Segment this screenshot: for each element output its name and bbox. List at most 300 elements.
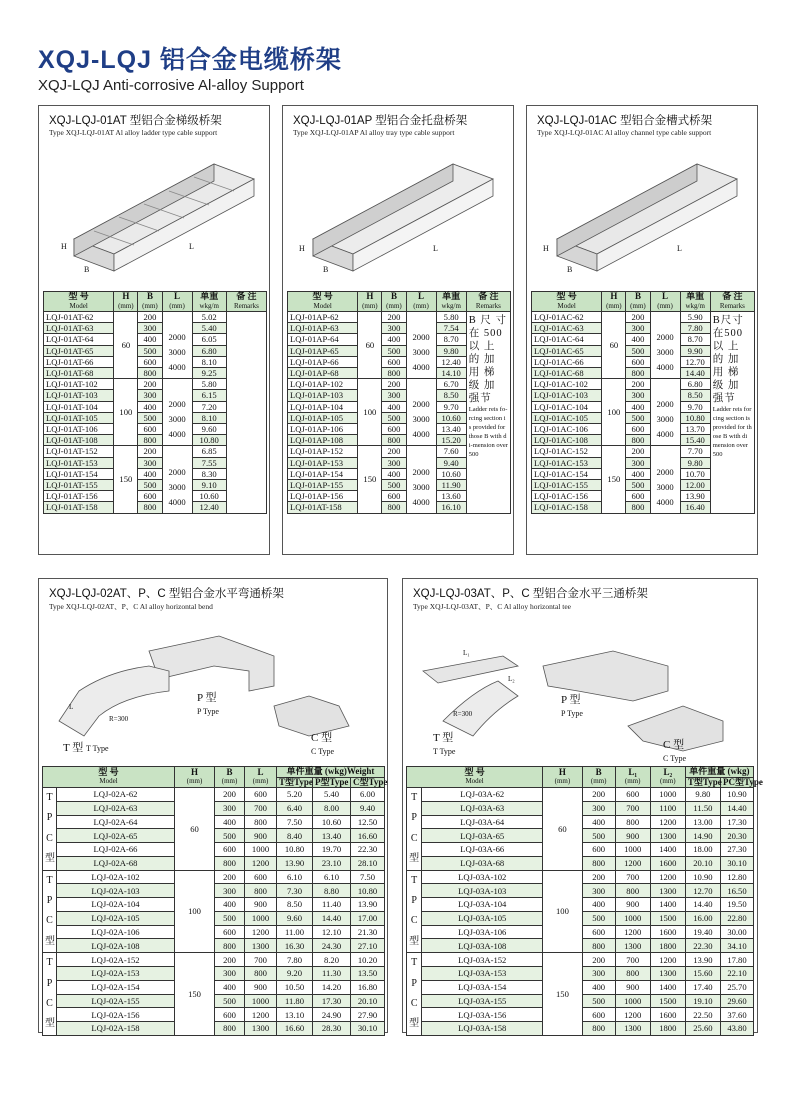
l-cell: 700 bbox=[245, 953, 277, 967]
b-cell: 500 bbox=[582, 994, 615, 1008]
t-weight-cell: 11.80 bbox=[277, 994, 313, 1008]
header-en: Model bbox=[99, 777, 118, 785]
b-cell: 300 bbox=[215, 884, 245, 898]
b-cell: 600 bbox=[138, 491, 162, 502]
l1-cell: 900 bbox=[615, 829, 650, 843]
t-weight-cell: 12.70 bbox=[685, 884, 720, 898]
h-cell: 60 bbox=[358, 312, 382, 379]
model-cell: LQJ-01AC-158 bbox=[532, 502, 602, 513]
header-en: wkg/m bbox=[685, 301, 705, 310]
t-weight-cell: 5.20 bbox=[277, 788, 313, 802]
b-cell: 500 bbox=[138, 480, 162, 491]
column-header: L₁ (mm) bbox=[615, 767, 650, 788]
model-cell: LQJ-01AC-104 bbox=[532, 401, 602, 412]
model-cell: LQJ-03A-105 bbox=[422, 911, 543, 925]
b-cell: 400 bbox=[582, 815, 615, 829]
svg-text:B: B bbox=[323, 265, 329, 274]
panel-title: XQJ-LQJ-01AP 型铝合金托盘桥架 bbox=[293, 115, 468, 127]
model-cell: LQJ-02A-156 bbox=[57, 1008, 175, 1022]
model-cell: LQJ-01AT-106 bbox=[44, 424, 114, 435]
svg-text:R=300: R=300 bbox=[453, 710, 473, 718]
p-weight-cell: 19.70 bbox=[313, 843, 351, 857]
model-cell: LQJ-02A-105 bbox=[57, 911, 175, 925]
l2-cell: 1400 bbox=[650, 980, 685, 994]
model-cell: LQJ-03A-62 bbox=[422, 788, 543, 802]
l1-cell: 900 bbox=[615, 980, 650, 994]
l-cell: 2000 3000 4000 bbox=[406, 446, 436, 513]
model-cell: LQJ-01AP-103 bbox=[288, 390, 358, 401]
l-cell: 1000 bbox=[245, 911, 277, 925]
column-header: 备 注 Remarks bbox=[710, 292, 754, 312]
c-weight-cell: 21.30 bbox=[351, 925, 385, 939]
model-cell: LQJ-02A-63 bbox=[57, 801, 175, 815]
b-cell: 500 bbox=[582, 829, 615, 843]
b-cell: 800 bbox=[138, 368, 162, 379]
model-cell: LQJ-02A-152 bbox=[57, 953, 175, 967]
table-row bbox=[407, 870, 754, 884]
p-weight-cell: 11.30 bbox=[313, 967, 351, 981]
l-cell: 2000 3000 4000 bbox=[162, 379, 192, 446]
p-weight-cell: 24.30 bbox=[313, 939, 351, 953]
label-en: C Type bbox=[311, 747, 335, 756]
b-cell: 500 bbox=[626, 345, 650, 356]
model-cell: LQJ-01AT-108 bbox=[44, 435, 114, 446]
svg-text:H: H bbox=[299, 244, 305, 253]
header-en: (mm) bbox=[186, 777, 203, 785]
b-cell: 800 bbox=[626, 368, 650, 379]
column-header: H (mm) bbox=[602, 292, 626, 312]
weight-cell: 6.80 bbox=[192, 345, 226, 356]
h-cell: 150 bbox=[543, 953, 583, 1036]
b-cell: 800 bbox=[626, 502, 650, 513]
t-weight-cell: 9.60 bbox=[277, 911, 313, 925]
panel-title: XQJ-LQJ-01AC 型铝合金槽式桥架 bbox=[537, 115, 713, 127]
svg-text:L: L bbox=[677, 244, 682, 253]
b-cell: 800 bbox=[382, 368, 406, 379]
l2-cell: 1200 bbox=[650, 953, 685, 967]
l-cell: 600 bbox=[245, 870, 277, 884]
p-weight-cell: 12.10 bbox=[313, 925, 351, 939]
column-header: 单重 wkg/m bbox=[192, 292, 226, 312]
model-cell: LQJ-01AT-105 bbox=[44, 412, 114, 423]
svg-text:H: H bbox=[61, 242, 67, 251]
model-cell: LQJ-02A-62 bbox=[57, 788, 175, 802]
p-weight-cell: 13.40 bbox=[313, 829, 351, 843]
b-cell: 600 bbox=[215, 1008, 245, 1022]
type-cell: T P C 型 bbox=[407, 788, 422, 871]
model-cell: LQJ-01AC-66 bbox=[532, 356, 602, 367]
panel-subtitle: Type XQJ-LQJ-01AP Al alloy tray type cable support bbox=[293, 128, 455, 137]
b-cell: 500 bbox=[138, 412, 162, 423]
spec-table-01ap bbox=[287, 291, 511, 514]
l-cell: 2000 3000 4000 bbox=[650, 446, 680, 513]
model-cell: LQJ-03A-152 bbox=[422, 953, 543, 967]
pc-weight-cell: 30.10 bbox=[720, 856, 753, 870]
h-cell: 150 bbox=[114, 446, 138, 513]
type-cell: T P C 型 bbox=[43, 870, 57, 953]
weight-cell: 6.85 bbox=[192, 446, 226, 457]
pc-weight-cell: 22.80 bbox=[720, 911, 753, 925]
p-weight-cell: 10.60 bbox=[313, 815, 351, 829]
weight-cell: 8.30 bbox=[192, 468, 226, 479]
svg-text:L: L bbox=[69, 703, 74, 711]
svg-text:L: L bbox=[433, 244, 438, 253]
l2-cell: 1300 bbox=[650, 967, 685, 981]
l-cell: 1200 bbox=[245, 856, 277, 870]
b-cell: 400 bbox=[138, 401, 162, 412]
weight-cell: 6.15 bbox=[192, 390, 226, 401]
svg-text:H: H bbox=[543, 244, 549, 253]
b-cell: 200 bbox=[626, 379, 650, 390]
b-cell: 600 bbox=[138, 356, 162, 367]
b-cell: 600 bbox=[626, 424, 650, 435]
weight-cell: 13.70 bbox=[680, 424, 710, 435]
l2-cell: 1600 bbox=[650, 925, 685, 939]
type-cell: T P C 型 bbox=[43, 953, 57, 1036]
panel-03a-horizontal-tee bbox=[402, 578, 763, 1034]
h-cell: 100 bbox=[543, 870, 583, 953]
model-cell: LQJ-01AP-154 bbox=[288, 468, 358, 479]
b-cell: 400 bbox=[138, 334, 162, 345]
p-type-label bbox=[197, 689, 219, 717]
pc-weight-cell: 19.50 bbox=[720, 898, 753, 912]
weight-cell: 6.70 bbox=[436, 379, 466, 390]
label-cn: T 型 bbox=[433, 732, 454, 744]
table-row bbox=[288, 312, 511, 323]
t-weight-cell: 13.90 bbox=[277, 856, 313, 870]
header-en: (mm) bbox=[590, 777, 607, 785]
remark-cn: B 尺 寸 在 500 以 上 的 加 用 梯 级 加 强节 bbox=[468, 315, 508, 404]
column-header: B (mm) bbox=[215, 767, 245, 788]
l1-cell: 1000 bbox=[615, 994, 650, 1008]
column-header: C型Type bbox=[351, 777, 385, 788]
b-cell: 400 bbox=[215, 980, 245, 994]
l1-cell: 800 bbox=[615, 884, 650, 898]
l-cell: 1200 bbox=[245, 925, 277, 939]
l-cell: 2000 3000 4000 bbox=[406, 379, 436, 446]
pc-weight-cell: 34.10 bbox=[720, 939, 753, 953]
l1-cell: 1300 bbox=[615, 1022, 650, 1036]
c-weight-cell: 22.30 bbox=[351, 843, 385, 857]
column-header: 型 号 Model bbox=[288, 292, 358, 312]
t-weight-cell: 7.80 bbox=[277, 953, 313, 967]
h-cell: 100 bbox=[358, 379, 382, 446]
page-subtitle: XQJ-LQJ Anti-corrosive Al-alloy Support bbox=[38, 77, 304, 94]
l1-cell: 1200 bbox=[615, 925, 650, 939]
weight-cell: 9.80 bbox=[680, 457, 710, 468]
label-en: C Type bbox=[663, 754, 687, 763]
model-cell: LQJ-01AC-65 bbox=[532, 345, 602, 356]
model-cell: LQJ-02A-155 bbox=[57, 994, 175, 1008]
header-en: wkg/m bbox=[441, 301, 461, 310]
header-en: Remarks bbox=[719, 301, 745, 310]
model-cell: LQJ-01AP-62 bbox=[288, 312, 358, 323]
model-cell: LQJ-01AP-64 bbox=[288, 334, 358, 345]
page-title: XQJ-LQJ 铝合金电缆桥架 bbox=[38, 46, 342, 74]
c-weight-cell: 12.50 bbox=[351, 815, 385, 829]
remarks-cell bbox=[226, 312, 266, 514]
weight-group-header: 单件重量 (wkg) bbox=[685, 767, 753, 778]
column-header: L₂ (mm) bbox=[650, 767, 685, 788]
p-weight-cell: 14.20 bbox=[313, 980, 351, 994]
model-cell: LQJ-01AP-63 bbox=[288, 323, 358, 334]
model-cell: LQJ-01AP-155 bbox=[288, 480, 358, 491]
panel-subtitle: Type XQJ-LQJ-01AT Al alloy ladder type cable support bbox=[49, 128, 218, 137]
model-cell: LQJ-03A-156 bbox=[422, 1008, 543, 1022]
b-cell: 300 bbox=[138, 323, 162, 334]
t-weight-cell: 13.10 bbox=[277, 1008, 313, 1022]
panel-02a-horizontal-bend bbox=[38, 578, 388, 1033]
pc-weight-cell: 16.50 bbox=[720, 884, 753, 898]
table-header-row bbox=[532, 292, 755, 312]
l2-cell: 1400 bbox=[650, 843, 685, 857]
c-weight-cell: 7.50 bbox=[351, 870, 385, 884]
l-cell: 800 bbox=[245, 884, 277, 898]
table-row bbox=[44, 312, 267, 323]
c-weight-cell: 30.10 bbox=[351, 1022, 385, 1036]
b-cell: 200 bbox=[582, 953, 615, 967]
header-en: Model bbox=[69, 301, 88, 310]
c-weight-cell: 10.80 bbox=[351, 884, 385, 898]
header-en: (mm) bbox=[606, 301, 622, 310]
model-cell: LQJ-01AT-158 bbox=[44, 502, 114, 513]
column-header: P型Type bbox=[313, 777, 351, 788]
h-cell: 100 bbox=[175, 870, 215, 953]
column-header: H (mm) bbox=[358, 292, 382, 312]
tray-drawing bbox=[283, 139, 513, 284]
b-cell: 200 bbox=[626, 312, 650, 323]
l1-cell: 1200 bbox=[615, 1008, 650, 1022]
b-cell: 200 bbox=[215, 870, 245, 884]
model-cell: LQJ-01AC-154 bbox=[532, 468, 602, 479]
b-cell: 300 bbox=[215, 967, 245, 981]
l-cell: 800 bbox=[245, 815, 277, 829]
weight-cell: 5.80 bbox=[436, 312, 466, 323]
panel-title: XQJ-LQJ-01AT 型铝合金梯级桥架 bbox=[49, 115, 222, 127]
b-cell: 200 bbox=[382, 379, 406, 390]
p-type-label bbox=[561, 691, 583, 719]
t-weight-cell: 16.60 bbox=[277, 1022, 313, 1036]
l1-cell: 700 bbox=[615, 801, 650, 815]
l-cell: 600 bbox=[245, 788, 277, 802]
l-cell: 2000 3000 4000 bbox=[650, 379, 680, 446]
model-cell: LQJ-03A-106 bbox=[422, 925, 543, 939]
weight-cell: 14.10 bbox=[436, 368, 466, 379]
b-cell: 800 bbox=[582, 856, 615, 870]
svg-text:B: B bbox=[567, 265, 573, 274]
weight-cell: 6.05 bbox=[192, 334, 226, 345]
h-cell: 60 bbox=[114, 312, 138, 379]
model-cell: LQJ-01AT-158 bbox=[288, 502, 358, 513]
l-cell: 1000 bbox=[245, 994, 277, 1008]
remark-en: Ladder reis forcing section is provided for those B with dimension over 500 bbox=[712, 406, 752, 458]
header-en: (mm) bbox=[252, 777, 269, 785]
model-cell: LQJ-01AC-108 bbox=[532, 435, 602, 446]
column-header: 型 号 Model bbox=[43, 767, 175, 788]
t-weight-cell: 18.00 bbox=[685, 843, 720, 857]
model-cell: LQJ-01AP-156 bbox=[288, 491, 358, 502]
column-header: 单重 wkg/m bbox=[436, 292, 466, 312]
model-cell: LQJ-01AC-153 bbox=[532, 457, 602, 468]
h-cell: 60 bbox=[175, 788, 215, 871]
b-cell: 800 bbox=[215, 939, 245, 953]
model-cell: LQJ-01AC-102 bbox=[532, 379, 602, 390]
pc-weight-cell: 25.70 bbox=[720, 980, 753, 994]
tee-drawings bbox=[403, 611, 753, 761]
weight-cell: 14.40 bbox=[680, 368, 710, 379]
model-cell: LQJ-01AP-105 bbox=[288, 412, 358, 423]
weight-cell: 10.60 bbox=[192, 491, 226, 502]
t-weight-cell: 19.10 bbox=[685, 994, 720, 1008]
weight-cell: 10.80 bbox=[680, 412, 710, 423]
weight-cell: 10.70 bbox=[680, 468, 710, 479]
pc-weight-cell: 37.60 bbox=[720, 1008, 753, 1022]
weight-cell: 16.40 bbox=[680, 502, 710, 513]
b-cell: 400 bbox=[382, 468, 406, 479]
b-cell: 400 bbox=[582, 898, 615, 912]
model-cell: LQJ-01AC-106 bbox=[532, 424, 602, 435]
weight-cell: 12.70 bbox=[680, 356, 710, 367]
c-weight-cell: 10.20 bbox=[351, 953, 385, 967]
b-cell: 500 bbox=[138, 345, 162, 356]
c-weight-cell: 16.80 bbox=[351, 980, 385, 994]
h-cell: 60 bbox=[602, 312, 626, 379]
weight-cell: 8.50 bbox=[680, 390, 710, 401]
column-header: 单重 wkg/m bbox=[680, 292, 710, 312]
b-cell: 800 bbox=[138, 502, 162, 513]
l2-cell: 1600 bbox=[650, 856, 685, 870]
weight-cell: 7.80 bbox=[680, 323, 710, 334]
b-cell: 600 bbox=[626, 491, 650, 502]
model-cell: LQJ-03A-153 bbox=[422, 967, 543, 981]
pc-weight-cell: 27.30 bbox=[720, 843, 753, 857]
p-weight-cell: 8.20 bbox=[313, 953, 351, 967]
t-weight-cell: 7.50 bbox=[277, 815, 313, 829]
weight-cell: 9.70 bbox=[436, 401, 466, 412]
weight-cell: 5.02 bbox=[192, 312, 226, 323]
model-cell: LQJ-01AT-156 bbox=[44, 491, 114, 502]
model-cell: LQJ-01AC-63 bbox=[532, 323, 602, 334]
column-header: B (mm) bbox=[138, 292, 162, 312]
model-cell: LQJ-01AC-64 bbox=[532, 334, 602, 345]
panel-title: XQJ-LQJ-03AT、P、C 型铝合金水平三通桥架 bbox=[413, 588, 648, 600]
model-cell: LQJ-01AC-103 bbox=[532, 390, 602, 401]
h-cell: 150 bbox=[602, 446, 626, 513]
b-cell: 600 bbox=[582, 843, 615, 857]
page-header bbox=[38, 40, 342, 94]
c-weight-cell: 27.10 bbox=[351, 939, 385, 953]
b-cell: 800 bbox=[215, 856, 245, 870]
header-en: (mm) bbox=[169, 301, 185, 310]
weight-cell: 5.80 bbox=[192, 379, 226, 390]
pc-weight-cell: 20.30 bbox=[720, 829, 753, 843]
model-cell: LQJ-01AC-62 bbox=[532, 312, 602, 323]
column-header: 型 号 Model bbox=[532, 292, 602, 312]
b-cell: 600 bbox=[215, 843, 245, 857]
svg-text:L₁: L₁ bbox=[463, 649, 470, 657]
pc-weight-cell: 10.90 bbox=[720, 788, 753, 802]
header-en: (mm) bbox=[624, 777, 641, 785]
label-cn: T 型 bbox=[63, 742, 84, 754]
l2-cell: 1400 bbox=[650, 898, 685, 912]
model-cell: LQJ-01AC-68 bbox=[532, 368, 602, 379]
h-cell: 150 bbox=[175, 953, 215, 1036]
header-en: Model bbox=[557, 301, 576, 310]
weight-cell: 7.70 bbox=[680, 446, 710, 457]
model-cell: LQJ-01AT-155 bbox=[44, 480, 114, 491]
column-header: H (mm) bbox=[114, 292, 138, 312]
model-cell: LQJ-02A-102 bbox=[57, 870, 175, 884]
l-cell: 1300 bbox=[245, 939, 277, 953]
header-en: wkg/m bbox=[199, 301, 219, 310]
model-cell: LQJ-03A-63 bbox=[422, 801, 543, 815]
panel-01at-ladder bbox=[38, 105, 270, 555]
l2-cell: 1300 bbox=[650, 884, 685, 898]
model-cell: LQJ-03A-154 bbox=[422, 980, 543, 994]
model-cell: LQJ-01AC-156 bbox=[532, 491, 602, 502]
b-cell: 300 bbox=[215, 801, 245, 815]
weight-cell: 9.90 bbox=[680, 345, 710, 356]
model-cell: LQJ-02A-103 bbox=[57, 884, 175, 898]
b-cell: 600 bbox=[382, 491, 406, 502]
h-cell: 60 bbox=[543, 788, 583, 871]
b-cell: 800 bbox=[382, 502, 406, 513]
model-cell: LQJ-01AT-68 bbox=[44, 368, 114, 379]
l1-cell: 700 bbox=[615, 953, 650, 967]
model-cell: LQJ-02A-104 bbox=[57, 898, 175, 912]
b-cell: 600 bbox=[138, 424, 162, 435]
l-cell: 800 bbox=[245, 967, 277, 981]
b-cell: 300 bbox=[626, 323, 650, 334]
model-cell: LQJ-01AT-64 bbox=[44, 334, 114, 345]
model-cell: LQJ-01AT-104 bbox=[44, 401, 114, 412]
l-cell: 700 bbox=[245, 801, 277, 815]
header-en: (mm) bbox=[118, 301, 134, 310]
b-cell: 600 bbox=[582, 925, 615, 939]
l2-cell: 1500 bbox=[650, 911, 685, 925]
weight-cell: 12.40 bbox=[192, 502, 226, 513]
table-header-row bbox=[407, 767, 754, 778]
weight-group-header: 单件重量 (wkg)Weight bbox=[277, 767, 385, 778]
model-cell: LQJ-02A-108 bbox=[57, 939, 175, 953]
model-cell: LQJ-01AC-105 bbox=[532, 412, 602, 423]
model-cell: LQJ-01AT-153 bbox=[44, 457, 114, 468]
b-cell: 500 bbox=[582, 911, 615, 925]
pc-weight-cell: 17.30 bbox=[720, 815, 753, 829]
column-header: 型 号 Model bbox=[407, 767, 543, 788]
t-weight-cell: 13.00 bbox=[685, 815, 720, 829]
l-cell: 2000 3000 4000 bbox=[650, 312, 680, 379]
l2-cell: 1000 bbox=[650, 788, 685, 802]
p-weight-cell: 14.40 bbox=[313, 911, 351, 925]
header-en: (mm) bbox=[554, 777, 571, 785]
t-weight-cell: 7.30 bbox=[277, 884, 313, 898]
panel-01ac-channel bbox=[526, 105, 758, 555]
type-cell: T P C 型 bbox=[407, 870, 422, 953]
weight-cell: 8.70 bbox=[436, 334, 466, 345]
model-cell: LQJ-01AP-65 bbox=[288, 345, 358, 356]
model-cell: LQJ-01AC-152 bbox=[532, 446, 602, 457]
b-cell: 500 bbox=[382, 480, 406, 491]
l1-cell: 1300 bbox=[615, 939, 650, 953]
l2-cell: 1300 bbox=[650, 829, 685, 843]
l2-cell: 1200 bbox=[650, 815, 685, 829]
model-cell: LQJ-01AP-152 bbox=[288, 446, 358, 457]
t-weight-cell: 16.00 bbox=[685, 911, 720, 925]
label-en: P Type bbox=[561, 709, 583, 718]
header-en: Model bbox=[465, 777, 484, 785]
label-en: T Type bbox=[86, 744, 109, 753]
